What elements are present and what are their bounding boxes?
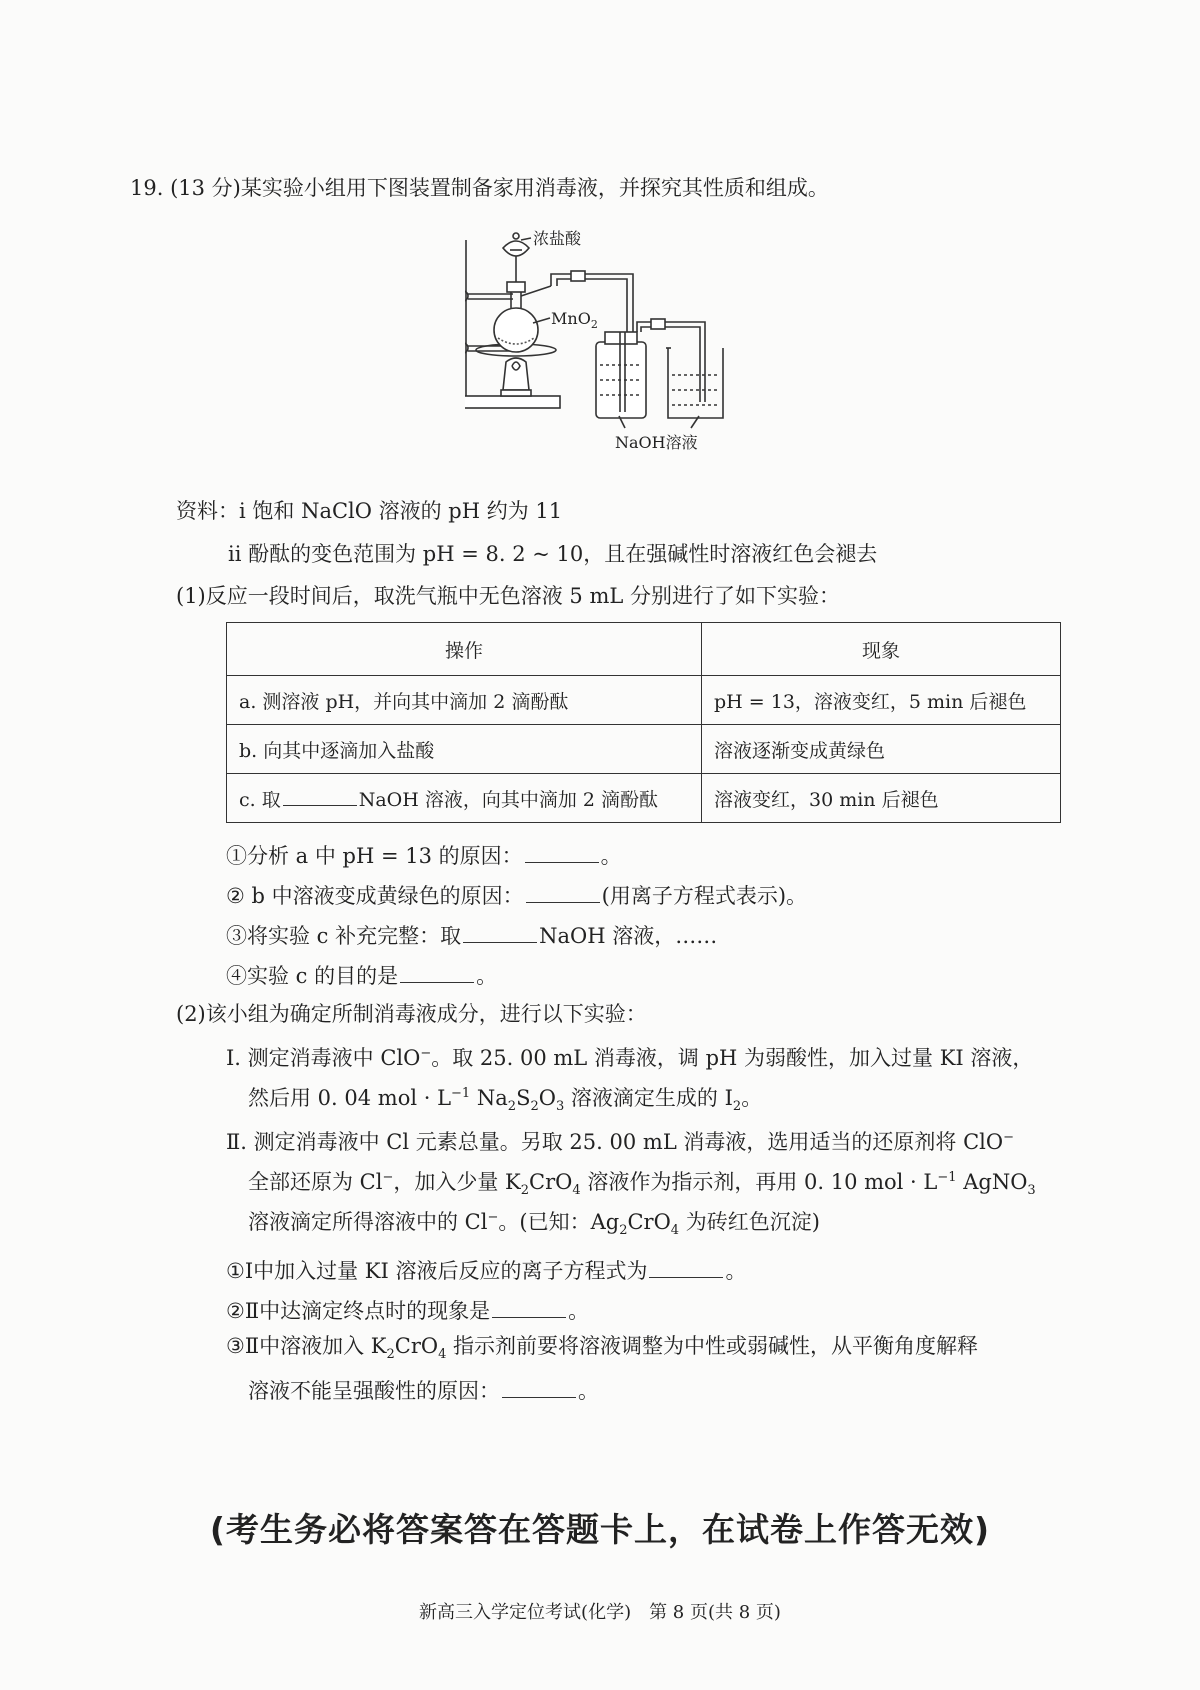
- row-b-operation: b. 向其中逐滴加入盐酸: [227, 725, 702, 774]
- step-II-line-2: 全部还原为 Cl−，加入少量 $K_2CrO_4$ 溶液作为指示剂，再用 0. 10 mol · $L^{-1}$ AgNO$_3$: [248, 1170, 1036, 1199]
- table-row: [227, 774, 1061, 823]
- header-phenomenon: 现象: [702, 623, 1061, 676]
- row-c-phenomenon: 溶液变红，30 min 后褪色: [702, 774, 1061, 823]
- step-I-line-1: Ⅰ. 测定消毒液中 ClO−。取 25. 00 mL 消毒液，调 pH 为弱酸性，加入过量 KI 溶液，: [226, 1046, 1034, 1070]
- row-a-operation: a. 测溶液 pH，并向其中滴加 2 滴酚酞: [227, 676, 702, 725]
- table-header-row: [227, 623, 1061, 676]
- step-II-line-3: 溶液滴定所得溶液中的 Cl−。(已知：$Ag_2CrO_4$ 为砖红色沉淀): [248, 1210, 820, 1239]
- part2-q1: ①Ⅰ中加入过量 KI 溶液后反应的离子方程式为 。: [226, 1256, 746, 1282]
- answer-blank[interactable]: [525, 841, 599, 863]
- apparatus-diagram: [465, 230, 795, 465]
- step-II-line-1: Ⅱ. 测定消毒液中 Cl 元素总量。另取 25. 00 mL 消毒液，选用适当的还原剂将 ClO−: [226, 1130, 1015, 1154]
- row-a-phenomenon: pH = 13，溶液变红，5 min 后褪色: [702, 676, 1061, 725]
- part1-q3: ③将实验 c 补充完整：取 NaOH 溶液，……: [226, 921, 717, 947]
- experiment-table: [226, 622, 1061, 823]
- part1-q1: ①分析 a 中 pH = 13 的原因： 。: [226, 841, 622, 867]
- info-line-1: 资料：i 饱和 NaClO 溶液的 pH 约为 11: [176, 499, 563, 523]
- page-footer: 新高三入学定位考试(化学) 第 8 页(共 8 页): [419, 1602, 781, 1623]
- label-mno2: MnO$_2$: [551, 309, 598, 331]
- answer-blank[interactable]: [492, 1296, 566, 1318]
- question-header: 19. (13 分)某实验小组用下图装置制备家用消毒液，并探究其性质和组成。: [130, 176, 829, 200]
- step-I-line-2: 然后用 0. 04 mol · $L^{-1}$ $Na_2S_2O_3$ 溶液滴定生成的 $I_2$。: [248, 1086, 763, 1115]
- label-naoh-solution: NaOH溶液: [615, 433, 698, 452]
- answer-blank[interactable]: [463, 921, 537, 943]
- part1-q2: ② b 中溶液变成黄绿色的原因： (用离子方程式表示)。: [226, 881, 807, 907]
- row-c-operation: c. 取 NaOH 溶液，向其中滴加 2 滴酚酞: [227, 774, 702, 823]
- part1-intro: (1)反应一段时间后，取洗气瓶中无色溶液 5 mL 分别进行了如下实验：: [176, 584, 840, 608]
- answer-blank[interactable]: [400, 961, 474, 983]
- part2-q3: ③Ⅱ中溶液加入 $K_2CrO_4$ 指示剂前要将溶液调整为中性或弱碱性，从平衡角度解释: [226, 1334, 979, 1363]
- answer-blank[interactable]: [526, 881, 600, 903]
- table-row: [227, 725, 1061, 774]
- table-row: [227, 676, 1061, 725]
- exam-notice: (考生务必将答案答在答题卡上，在试卷上作答无效): [209, 1510, 991, 1549]
- answer-blank[interactable]: [649, 1256, 723, 1278]
- part2-q2: ②Ⅱ中达滴定终点时的现象是 。: [226, 1296, 589, 1322]
- label-conc-hcl: 浓盐酸: [533, 230, 582, 248]
- info-line-2: ii 酚酞的变色范围为 pH = 8. 2 ~ 10，且在强碱性时溶液红色会褪去: [228, 542, 878, 566]
- row-b-phenomenon: 溶液逐渐变成黄绿色: [702, 725, 1061, 774]
- header-operation: 操作: [227, 623, 702, 676]
- part2-q3-line-2: 溶液不能呈强酸性的原因： 。: [248, 1376, 599, 1402]
- answer-blank[interactable]: [502, 1376, 576, 1398]
- part1-q4: ④实验 c 的目的是 。: [226, 961, 497, 987]
- answer-blank[interactable]: [283, 786, 357, 806]
- part2-intro: (2)该小组为确定所制消毒液成分，进行以下实验：: [176, 1002, 647, 1026]
